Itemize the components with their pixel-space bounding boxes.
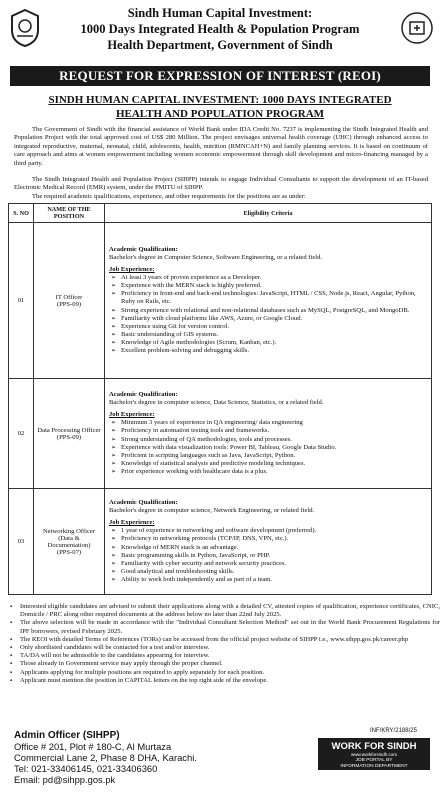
list-item: ➢ Proficiency in automation testing tools and frameworks. xyxy=(121,427,427,435)
positions-table xyxy=(8,203,432,595)
header-line-3: Health Department, Government of Sindh xyxy=(107,38,333,52)
list-item: ▪ The above selection will be made in accordance with the "Individual Consultant Selection Method" set out in the World Bank Procurement Regulations for IPF borrowers, revised February 2025. xyxy=(20,619,440,635)
list-item: ➢ Good analytical and troubleshooting skills. xyxy=(121,568,427,576)
list-item: ➢ Strong experience with relational and non-relational databases such as MySQL, PostgreSQL, and MongoDB. xyxy=(121,307,427,315)
list-item: ➢ Experience with the MERN stack is highly preferred. xyxy=(121,282,427,290)
academic-label: Academic Qualification: xyxy=(109,245,178,253)
list-item: ▪ Applicants applying for multiple positions are required to apply separately for each position. xyxy=(20,669,440,677)
table-header-row xyxy=(9,204,432,223)
list-item: ➢ Familiarity with cyber security and network security practices. xyxy=(121,560,427,568)
list-item: ▪ Interested eligible candidates are advised to submit their applications along with a detailed CV, attested copies of qualification, experience certificates, CNIC, Domicile / PRC along other required documents at the address below no later than 22nd July 2025. xyxy=(20,603,440,619)
academic-label: Academic Qualification: xyxy=(109,499,178,507)
list-item: ➢ Basic understanding of GIS systems. xyxy=(121,331,427,339)
position-grade: (PPS-09) xyxy=(56,300,82,308)
sindh-government-seal-icon xyxy=(8,8,42,48)
job-experience-label: Job Experience: xyxy=(109,411,155,419)
list-item: ➢ At least 3 years of proven experience as a Developer. xyxy=(121,274,427,282)
header-sno: S. NO xyxy=(9,204,34,223)
row-position-name xyxy=(34,379,105,489)
list-item: ▪ Those already in Government service may apply through the proper channel. xyxy=(20,660,440,668)
list-item: ➢ Familiarity with cloud platforms like AWS, Azure, or Google Cloud. xyxy=(121,315,427,323)
row-criteria xyxy=(105,223,432,379)
list-item: ➢ Proficiency in networking protocols (TCP/IP, DNS, VPN, etc.). xyxy=(121,535,427,543)
list-item: ➢ Basic programming skills in Python, JavaScript, or PHP. xyxy=(121,552,427,560)
position-grade: (PPS-09) xyxy=(56,433,82,441)
experience-list xyxy=(109,419,427,476)
work-for-sindh-tag-1: JOB PORTAL BY xyxy=(355,758,393,763)
position-title: Networking Officer (Data & Documentation) xyxy=(42,527,96,549)
row-position-name xyxy=(34,489,105,595)
work-for-sindh-url: www.workforsindh.com xyxy=(350,752,397,757)
intro-paragraph-1: The Government of Sindh with the financial assistance of World Bank under IDA Credit No. 7237 is implementing the Sindh Integrated Health and Population Project with the total approved cost of US$ 280 Million. The project envisages universal health coverage (UHC) through enhanced access to integrated reproductive, maternal, neonatal, child, adolescents, health, nutrition (RMNCAH+N) and family planning services. It is based on continuum of care approach and aims at women empowerment including women economic empowerment through skill development and micro-financing managed by a third party. xyxy=(14,126,428,167)
list-item: ➢ Knowledge of statistical analysis and predictive modeling techniques. xyxy=(121,460,427,468)
work-for-sindh-tag-2: INFORMATION DEPARTMENT xyxy=(340,764,408,769)
intro-paragraph-3: The required academic qualifications, experience, and other requirements for the positions are as under: xyxy=(32,193,306,200)
work-for-sindh-badge xyxy=(318,738,430,770)
job-experience-label: Job Experience: xyxy=(109,519,155,527)
list-item: ➢ Prior experience working with healthcare data is a plus. xyxy=(121,468,427,476)
academic-label: Academic Qualification: xyxy=(109,391,178,399)
position-title: Data Processing Officer xyxy=(37,426,101,434)
table-row xyxy=(9,489,432,595)
notes-list xyxy=(8,603,440,685)
list-item: ➢ Experience using Git for version control. xyxy=(121,323,427,331)
subheading-line-2: HEALTH AND POPULATION PROGRAM xyxy=(115,108,325,120)
row-position-name xyxy=(34,223,105,379)
work-for-sindh-title: WORK FOR SINDH xyxy=(331,741,417,752)
academic-text: Bachelor's degree in Computer Science, Software Engineering, or a related field. xyxy=(109,253,323,261)
reoi-banner: REQUEST FOR EXPRESSION OF INTEREST (REOI) xyxy=(10,66,430,86)
row-sno: 03 xyxy=(9,489,34,595)
list-item: ➢ Minimum 3 years of experience in QA engineering/ data engineering xyxy=(121,419,427,427)
contact-address-1: Office # 201, Plot # 180-C, Al Murtaza xyxy=(14,741,172,752)
intro-paragraph-2: The Sindh Integrated Health and Population Project (SIHPP) intends to engage Individual Consultants to support the development of an IT-based Electronic Medical Record (EMR) system, under the PMITU of SIHPP. xyxy=(14,176,428,192)
list-item: ➢ Proficiency in front-end and back-end technologies: JavaScript, HTML / CSS, Node.js, React, Angular, Python, Ruby on Rails, etc. xyxy=(121,290,427,306)
contact-title: Admin Officer (SIHPP) xyxy=(14,730,120,741)
list-item: ➢ Knowledge of MERN stack is an advantage. xyxy=(121,544,427,552)
list-item: ➢ Excellent problem-solving and debugging skills. xyxy=(121,347,427,355)
experience-list xyxy=(109,527,427,584)
row-criteria xyxy=(105,379,432,489)
list-item: ➢ Proficient in scripting languages such as Java, JavaScript, Python. xyxy=(121,452,427,460)
header-line-2: 1000 Days Integrated Health & Population Program xyxy=(80,22,360,36)
job-experience-label: Job Experience: xyxy=(109,266,155,274)
position-title: IT Officer xyxy=(55,293,83,301)
academic-text: Bachelor's degree in computer science, Data Science, Statistics, or a related field. xyxy=(109,399,324,407)
list-item: ➢ Strong understanding of QA methodologies, tools and processes. xyxy=(121,436,427,444)
list-item: ➢ 1 year of experience in networking and software development (preferred). xyxy=(121,527,427,535)
table-row xyxy=(9,379,432,489)
academic-text: Bachelor's degree in computer science, Network Engineering, or related field. xyxy=(109,507,315,515)
table-row xyxy=(9,223,432,379)
list-item: ▪ Only shortlisted candidates will be contacted for a test and/or interview. xyxy=(20,644,440,652)
list-item: ▪ TA/DA will not be admissible to the candidates appearing for interview. xyxy=(20,652,440,660)
header-position-name: NAME OF THE POSITION xyxy=(34,204,105,223)
sihpp-logo-icon xyxy=(400,8,434,48)
ipf-reference: INF/KRY/2188/25 xyxy=(370,728,417,734)
list-item: ▪ The REOI with detailed Terms of References (TORs) can be accessed from the official project website of SIHPP i.e., www.sihpp.gos.pk/career.php xyxy=(20,636,440,644)
subheading-line-1: SINDH HUMAN CAPITAL INVESTMENT: 1000 DAYS INTEGRATED xyxy=(48,94,392,106)
experience-list xyxy=(109,274,427,355)
header-line-1: Sindh Human Capital Investment: xyxy=(127,6,313,20)
contact-phone: Tel: 021-33406145, 021-33406360 xyxy=(14,763,158,774)
position-grade: (PPS-07) xyxy=(56,548,82,556)
contact-block xyxy=(14,730,197,785)
row-sno: 01 xyxy=(9,223,34,379)
list-item: ➢ Ability to work both independently and as part of a team. xyxy=(121,576,427,584)
list-item: ▪ Applicant must mention the position in CAPITAL letters on the top right side of the envelope. xyxy=(20,677,440,685)
header-eligibility-criteria: Eligibility Criteria xyxy=(105,204,432,223)
contact-email: Email: pd@sihpp.gos.pk xyxy=(14,774,116,785)
list-item: ➢ Knowledge of Agile methodologies (Scrum, Kanban, etc.). xyxy=(121,339,427,347)
contact-address-2: Commercial Lane 2, Phase 8 DHA, Karachi. xyxy=(14,752,197,763)
row-criteria xyxy=(105,489,432,595)
row-sno: 02 xyxy=(9,379,34,489)
list-item: ➢ Experience with data visualization tools: Power BI, Tableau, Google Data Studio. xyxy=(121,444,427,452)
